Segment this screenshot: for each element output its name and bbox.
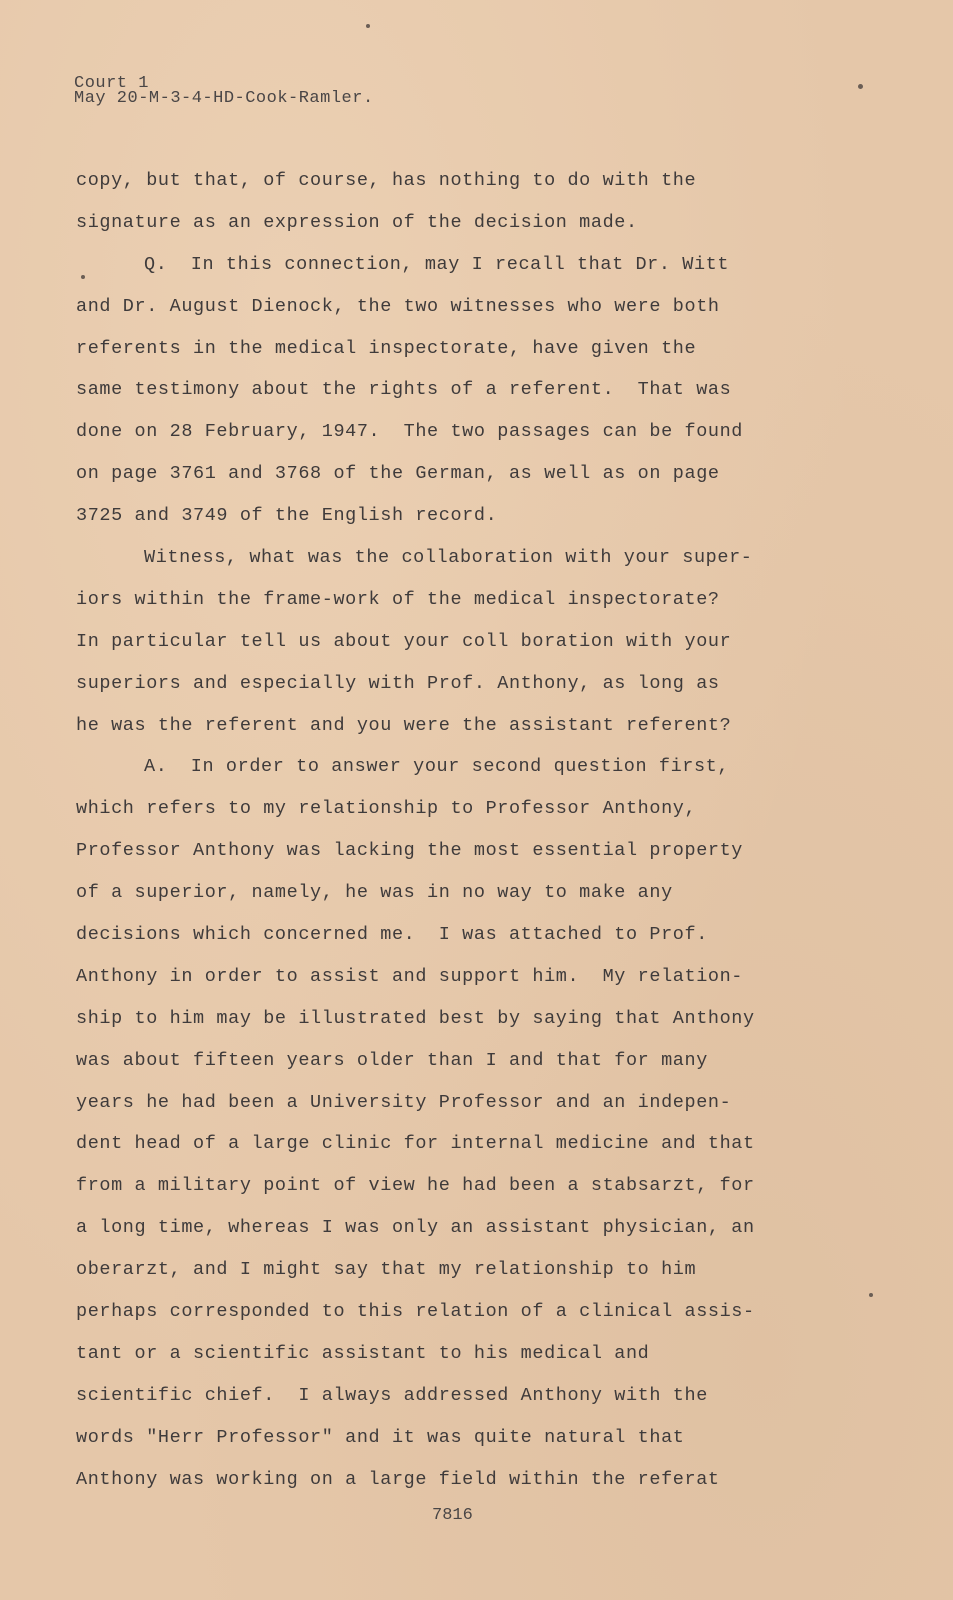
text-line: decisions which concerned me. I was attached to Prof. (76, 924, 708, 946)
text-line: years he had been a University Professor and an indepen- (76, 1091, 732, 1113)
text-line: dent head of a large clinic for internal medicine and that (76, 1133, 755, 1155)
page-number: 7816 (432, 1506, 473, 1525)
text-line: iors within the frame-work of the medical inspectorate? (76, 588, 720, 610)
text-line: was about fifteen years older than I and that for many (76, 1049, 708, 1071)
text-line: Anthony in order to assist and support him. My relation- (76, 965, 744, 987)
text-line: which refers to my relationship to Professor Anthony, (76, 798, 697, 820)
text-line: oberarzt, and I might say that my relationship to him (76, 1259, 697, 1281)
text-line: ship to him may be illustrated best by saying that Anthony (76, 1007, 755, 1029)
text-line: superiors and especially with Prof. Anthony, as long as (76, 672, 720, 694)
document-header (74, 76, 374, 106)
paper-speck (81, 275, 85, 279)
text-line: same testimony about the rights of a referent. That was (76, 379, 732, 401)
header-court-line: Court 1 (74, 74, 149, 93)
text-line: In particular tell us about your coll boration with your (76, 630, 732, 652)
text-line: from a military point of view he had been a stabsarzt, for (76, 1175, 755, 1197)
paper-speck (869, 1293, 873, 1297)
transcript-body (76, 160, 796, 1501)
paper-speck (366, 24, 370, 28)
text-line: words "Herr Professor" and it was quite natural that (76, 1426, 685, 1448)
text-line: Q. In this connection, may I recall that Dr. Witt (144, 253, 730, 275)
text-line: Witness, what was the collaboration with your super- (144, 547, 753, 569)
text-line: perhaps corresponded to this relation of a clinical assis- (76, 1301, 755, 1323)
text-line: scientific chief. I always addressed Anthony with the (76, 1384, 708, 1406)
text-line: Professor Anthony was lacking the most essential property (76, 840, 744, 862)
text-line: referents in the medical inspectorate, have given the (76, 337, 697, 359)
text-line: 3725 and 3749 of the English record. (76, 505, 498, 527)
paper-speck (858, 84, 863, 89)
text-line: on page 3761 and 3768 of the German, as well as on page (76, 463, 720, 485)
text-line: done on 28 February, 1947. The two passages can be found (76, 421, 744, 443)
text-line: A. In order to answer your second question first, (144, 756, 730, 778)
text-line: he was the referent and you were the assistant referent? (76, 714, 732, 736)
text-line: a long time, whereas I was only an assistant physician, an (76, 1217, 755, 1239)
header-session-line: May 20-M-3-4-HD-Cook-Ramler. (74, 89, 374, 108)
text-line: copy, but that, of course, has nothing to do with the (76, 170, 697, 191)
text-line: of a superior, namely, he was in no way to make any (76, 882, 673, 904)
text-line: and Dr. August Dienock, the two witnesses who were both (76, 295, 720, 317)
text-line: Anthony was working on a large field within the referat (76, 1468, 720, 1490)
text-line: tant or a scientific assistant to his medical and (76, 1342, 650, 1364)
text-line: signature as an expression of the decision made. (76, 211, 638, 233)
